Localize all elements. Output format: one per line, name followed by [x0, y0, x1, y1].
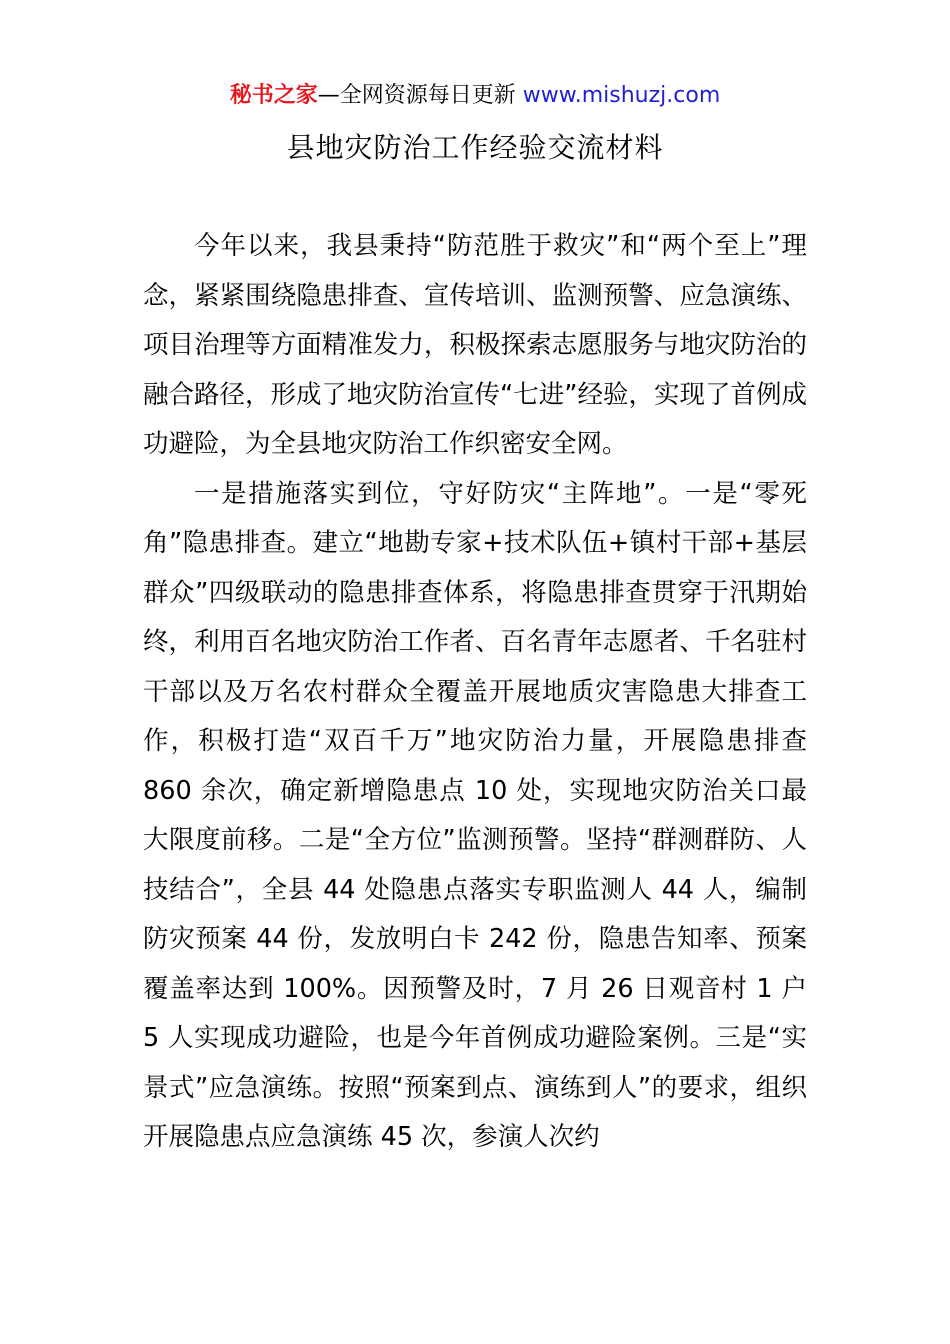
- site-header: [0, 80, 950, 112]
- measures-paragraph: 一是措施落实到位，守好防灾“主阵地”。一是“零死角”隐患排查。建立“地勘专家+技术队伍+镇村干部+基层群众”四级联动的隐患排查体系，将隐患排查贯穿于汛期始终，利用百名地灾防治工作者、百名青年志愿者、千名驻村干部以及万名农村群众全覆盖开展地质灾害隐患大排查工作，积极打造“双百千万”地灾防治力量，开展隐患排查 860 余次，确定新增隐患点 10 处，实现地灾防治关口最大限度前移。二是“全方位”监测预警。坚持“群测群防、人技结合”，全县 44 处隐患点落实专职监测人 44 人，编制防灾预案 44 份，发放明白卡 242 份，隐患告知率、预案覆盖率达到 100%。因预警及时，7 月 26 日观音村 1 户 5 人实现成功避险，也是今年首例成功避险案例。三是“实景式”应急演练。按照“预案到点、演练到人”的要求，组织开展隐患点应急演练 45 次，参演人次约: [143, 478, 807, 1152]
- header-tagline: —全网资源每日更新: [317, 83, 523, 108]
- site-url-link[interactable]: www.mishuzj.com: [522, 83, 721, 108]
- intro-paragraph: 今年以来，我县秉持“防范胜于救灾”和“两个至上”理念，紧紧围绕隐患排查、宣传培训、监测预警、应急演练、项目治理等方面精准发力，积极探索志愿服务与地灾防治的融合路径，形成了地灾防治宣传“七进”经验，实现了首例成功避险，为全县地灾防治工作织密安全网。: [143, 231, 807, 459]
- brand-name: 秘书之家: [229, 83, 318, 108]
- document-title: 县地灾防治工作经验交流材料: [286, 131, 664, 164]
- document-body: [143, 222, 807, 1163]
